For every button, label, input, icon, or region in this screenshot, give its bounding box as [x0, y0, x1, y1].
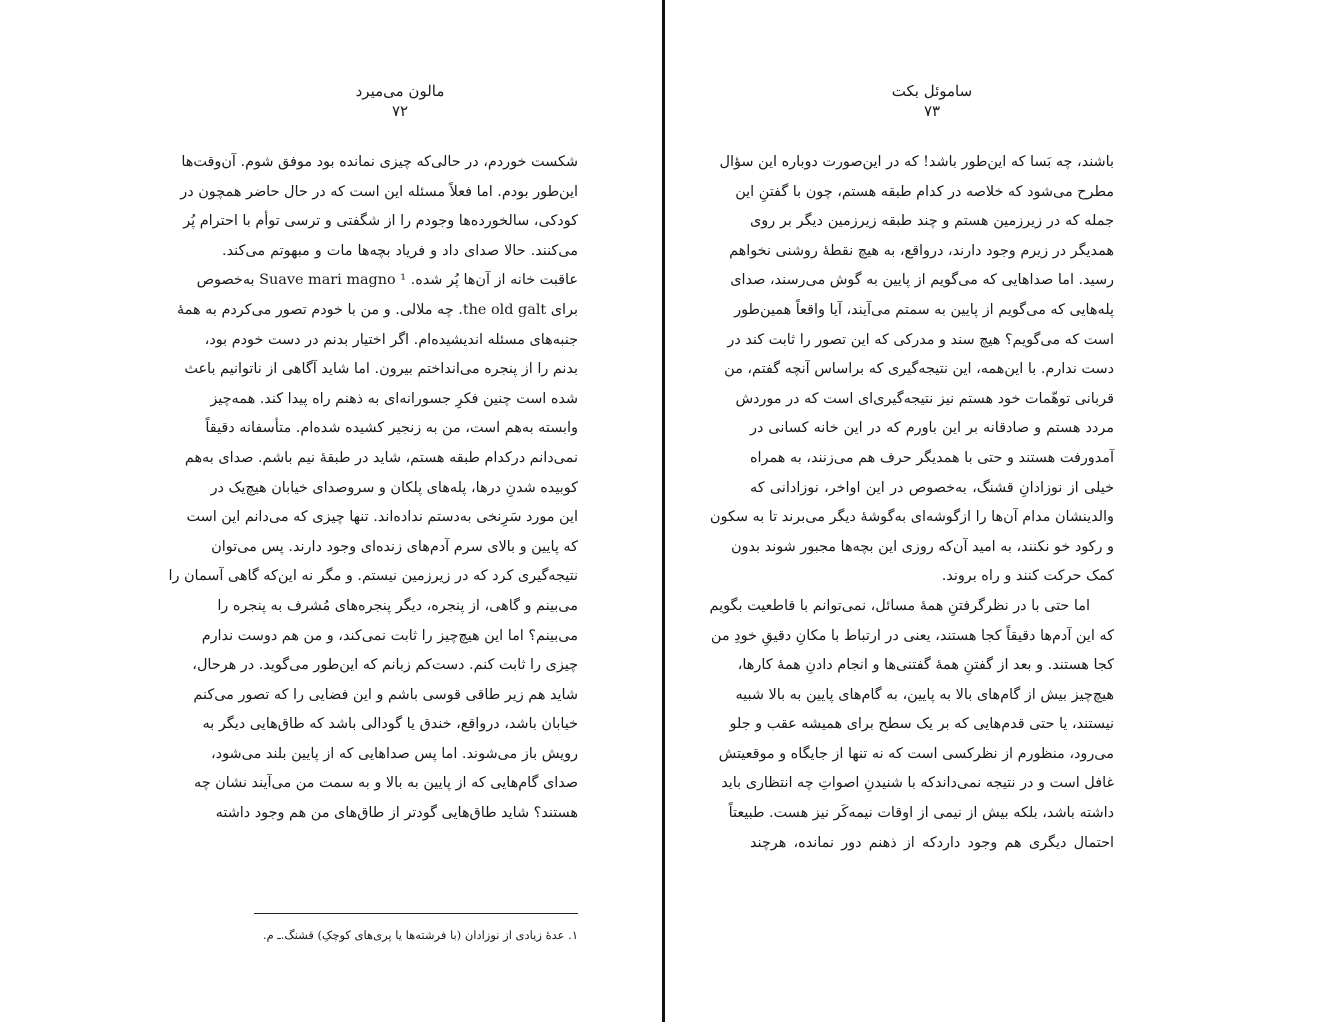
text-line: می‌کنند. حالا صدای داد و فریاد بچه‌ها مات و مبهوتم می‌کند.: [222, 242, 578, 259]
left-page-number: ۷۲: [391, 102, 409, 120]
text-line: نیستند، یا حتی قدم‌هایی که بر یک سطح برای همیشه عقب و جلو: [729, 716, 1114, 733]
left-running-head: مالون می‌میرد: [355, 82, 445, 100]
text-line: این مورد سَرِنخی به‌دستم نداده‌اند. تنها چیزی که می‌دانم این است: [186, 509, 578, 526]
text-line: والدینشان مدام آن‌ها را ازگوشه‌ای به‌گوشهٔ دیگر می‌برند تا به سکون: [709, 509, 1114, 526]
text-line: قربانی توهّمات خود هستم نیز نتیجه‌گیری‌ای است که در موردش: [735, 390, 1114, 407]
text-line: جنبه‌های مسئله اندیشیده‌ام. اگر اختیار بدنم در دست خودم بود،: [204, 331, 578, 348]
left-page: [168, 0, 578, 1022]
text-line: پله‌هایی که می‌گویم از پایین به سمتم می‌آیند، آیا واقعاً همین‌طور: [734, 301, 1114, 318]
text-line: مردد هستم و صادقانه بر این باورم که در این خانه کسانی در: [750, 420, 1114, 437]
text-line: دست ندارم. با این‌همه، این نتیجه‌گیری که براساس آنچه گفتم، من: [724, 361, 1114, 378]
text-line: که این آدم‌ها دقیقاً کجا هستند، یعنی در ارتباط با مکانِ دقیقِ خودِ من: [710, 627, 1114, 644]
text-line: می‌رود، منظورم از نظرکسی است که نه تنها از جایگاه و موقعیتش: [718, 745, 1114, 762]
text-line: برای the old galt. چه ملالی. و من با خودم تصور می‌کردم به همهٔ: [176, 301, 578, 318]
text-line: آمدورفت هستند و حتی با همدیگر حرف هم می‌زنند، به همراه: [750, 449, 1114, 466]
text-line: صدای گام‌هایی که از پایین به بالا و به سمت من می‌آیند نشان چه: [194, 775, 578, 792]
right-running-head: ساموئل بکت: [891, 82, 973, 100]
text-line: غافل است و در نتیجه نمی‌داندکه با شنیدنِ اصواتِ چه انتظاری باید: [721, 775, 1114, 792]
text-line: نتیجه‌گیری کرد که در زیرزمین نیستم. و مگر نه این‌که گاهی آسمان را: [168, 568, 578, 585]
text-line: وابسته به‌هم است، من به زنجیر کشیده شده‌ام. متأسفانه دقیقاً: [205, 420, 578, 437]
footnote: ۱. عدهٔ زیادی از نوزادان (با فرشته‌ها یا پری‌های کوچکِ) قشنگ.ـ م.: [262, 928, 578, 942]
text-line: شکست خوردم، در حالی‌که چیزی نمانده بود موفق شوم. آن‌وقت‌ها: [181, 154, 578, 170]
text-line: شاید هم زیر طاقی قوسی باشم و این فضایی را که تصور می‌کنم: [193, 686, 578, 703]
text-line: هستند؟ شاید طاق‌هایی گودتر از طاق‌های من هم وجود داشته: [215, 805, 578, 822]
footnote-rule: [254, 913, 578, 914]
text-line: کجا هستند. و بعد از گفتنِ همهٔ گفتنی‌ها و انجام دادنِ همهٔ کارها،: [737, 657, 1114, 674]
page-gutter-divider: [662, 0, 665, 1022]
text-line: بدنم را از پنجره می‌انداختم بیرون. اما شاید آگاهی از ناتوانیم باعث: [184, 361, 578, 378]
text-line: کوبیده شدنِ درها، پله‌های پلکان و سروصدای خیابان هیچ‌یک در: [210, 479, 578, 496]
text-line: کودکی، سالخورده‌ها وجودم را از شگفتی و ترسی توأم با احترام پُر: [183, 213, 578, 230]
text-line: رویش باز می‌شوند. اما پس صداهایی که از پایین بلند می‌شود،: [211, 745, 578, 762]
text-line: همدیگر در زیرم وجود دارند، درواقع، به هیچ نقطهٔ روشنی نخواهم: [729, 242, 1114, 259]
text-line: عاقبت خانه از آن‌ها پُر شده. ¹ Suave mari magno به‌خصوص: [196, 272, 578, 289]
text-line: هیچ‌چیز بیش از گام‌های بالا به پایین، به گام‌های پایین به بالا شبیه: [735, 686, 1114, 703]
text-line: می‌بینم؟ اما این هیچ‌چیز را ثابت نمی‌کند، و من هم دوست ندارم: [201, 627, 578, 644]
text-line: و رکود خو نکنند، به امید آن‌که روزی این بچه‌ها مجبور شوند بدون: [730, 538, 1114, 555]
text-line: خیلی از نوزادانِ قشنگ، به‌خصوص در این اواخر، نوزادانی که: [750, 479, 1114, 496]
text-line: است که می‌گویم؟ هیچ سند و مدرکی که این تصور را ثابت کند در: [727, 331, 1114, 348]
right-page-number: ۷۳: [923, 102, 941, 120]
text-line: کمک حرکت کنند و راه بروند.: [941, 568, 1114, 585]
text-line: اما حتی با در نظرگرفتنِ همهٔ مسائل، نمی‌توانم با قاطعیت بگویم: [709, 597, 1090, 614]
text-line: این‌طور بودم. اما فعلاً مسئله این است که در حال حاضر همچون در: [180, 183, 578, 200]
text-line: که پایین و بالای سرم آدم‌های زنده‌ای وجود دارند. پس می‌توان: [211, 538, 578, 555]
right-body-text: [709, 148, 1114, 858]
text-line: شده است چنین فکرِ جسورانه‌ای به ذهنم راه پیدا کند. همه‌چیز: [210, 390, 578, 407]
text-line: باشند، چه بَسا که این‌طور باشد! که در این‌صورت دوباره این سؤال: [719, 154, 1114, 170]
text-line: مطرح می‌شود که خلاصه در کدام طبقه هستم، چون با گفتنِ این: [735, 183, 1114, 200]
text-line: احتمال دیگری هم وجود داردکه از ذهنم دور نمانده، هرچند: [750, 834, 1114, 851]
text-line: خیابان باشد، درواقع، خندق یا گودالی باشد که طاق‌هایی دیگر به: [202, 716, 578, 733]
text-line: داشته باشد، بلکه بیش از نیمی از اوقات نیمه‌کَر نیز هست. طبیعتاً: [728, 805, 1114, 822]
left-body-text: [168, 148, 578, 829]
text-line: جمله که در زیرزمین هستم و چند طبقه زیرزمین دیگر بر روی: [750, 213, 1114, 230]
text-line: رسید. اما صداهایی که می‌گویم از پایین به گوش می‌رسند، صدای: [730, 272, 1114, 289]
right-page: [709, 0, 1114, 1022]
text-line: چیزی را ثابت کنم. دست‌کم زبانم که این‌طور می‌گوید. در هرحال،: [192, 657, 578, 674]
text-line: می‌بینم و گاهی، از پنجره، دیگر پنجره‌های مُشرف به پنجره را: [217, 597, 578, 614]
text-line: نمی‌دانم درکدام طبقه هستم، شاید در طبقهٔ نیم باشم. صدای به‌هم: [184, 449, 578, 466]
